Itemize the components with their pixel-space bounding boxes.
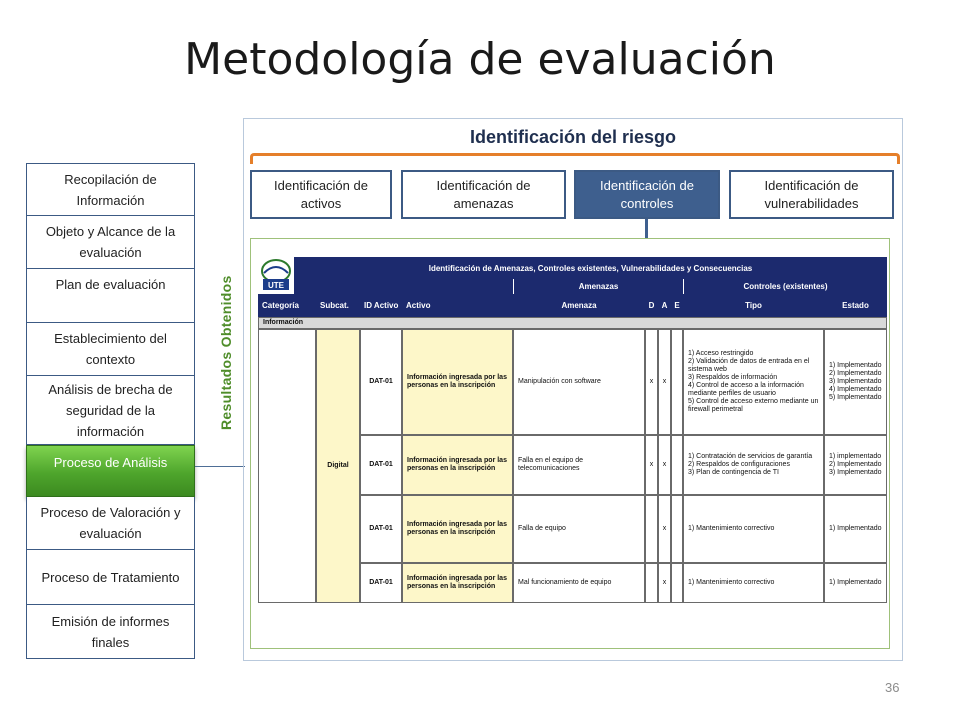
- row-amenaza: Falla de equipo: [513, 495, 645, 563]
- step-plan[interactable]: Plan de evaluación: [26, 269, 195, 323]
- row-e: [671, 563, 683, 603]
- row-estado: 1) Implementado: [824, 563, 887, 603]
- row-id: DAT-01: [360, 329, 402, 435]
- results-label: Resultados Obtenidos: [218, 275, 234, 430]
- step-proceso-analisis[interactable]: Proceso de Análisis: [26, 445, 195, 497]
- row-a: x: [658, 495, 671, 563]
- col-e: E: [671, 294, 683, 317]
- row-amenaza: Manipulación con software: [513, 329, 645, 435]
- row-tipo: 1) Acceso restringido 2) Validación de datos de entrada en el sistema web 3) Respaldos de información 4) Control de acceso a la información mediante perfiles de usuario 5) Control de acceso externo mediante un firewall perimetral: [683, 329, 824, 435]
- row-activo: Información ingresada por las personas en la inscripción: [402, 495, 513, 563]
- selection-line: [645, 219, 648, 239]
- results-table: [258, 257, 887, 603]
- row-estado: 1) Implementado: [824, 495, 887, 563]
- row-id: DAT-01: [360, 495, 402, 563]
- row-amenaza: Mal funcionamiento de equipo: [513, 563, 645, 603]
- row-activo: Información ingresada por las personas en la inscripción: [402, 329, 513, 435]
- col-estado: Estado: [824, 294, 887, 317]
- step-objeto-alcance[interactable]: Objeto y Alcance de la evaluación: [26, 216, 195, 269]
- box-amenazas[interactable]: Identificación de amenazas: [401, 170, 566, 219]
- row-e: [671, 435, 683, 495]
- col-a: A: [658, 294, 671, 317]
- step-analisis-brecha[interactable]: Análisis de brecha de seguridad de la información: [26, 376, 195, 445]
- col-subcat: Subcat.: [316, 294, 360, 317]
- row-tipo: 1) Mantenimiento correctivo: [683, 563, 824, 603]
- row-a: x: [658, 329, 671, 435]
- row-estado: 1) Implementado 2) Implementado 3) Implementado 4) Implementado 5) Implementado: [824, 329, 887, 435]
- panel-title: Identificación del riesgo: [469, 127, 677, 147]
- row-d: x: [645, 329, 658, 435]
- page-number: 36: [885, 680, 900, 695]
- col-amenaza: Amenaza: [513, 294, 645, 317]
- col-tipo: Tipo: [683, 294, 824, 317]
- row-d: [645, 563, 658, 603]
- step-valoracion[interactable]: Proceso de Valoración y evaluación: [26, 497, 195, 550]
- subcat-cell: Digital: [316, 329, 360, 603]
- row-a: x: [658, 435, 671, 495]
- row-tipo: 1) Contratación de servicios de garantía 2) Respaldos de configuraciones 3) Plan de contingencia de TI: [683, 435, 824, 495]
- col-id-activo: ID Activo: [360, 294, 402, 317]
- logo-text: UTE: [268, 281, 284, 290]
- table-title: Identificación de Amenazas, Controles existentes, Vulnerabilidades y Consecuencias: [294, 257, 887, 279]
- group-controles: Controles (existentes): [683, 279, 887, 294]
- row-id: DAT-01: [360, 435, 402, 495]
- step-informes[interactable]: Emisión de informes finales: [26, 605, 195, 659]
- header-blank: [294, 279, 513, 294]
- step-recopilacion[interactable]: Recopilación de Información: [26, 163, 195, 216]
- process-steps: [26, 163, 195, 659]
- box-controles[interactable]: Identificación de controles: [574, 170, 720, 219]
- col-categoria: Categoría: [258, 294, 316, 317]
- step-tratamiento[interactable]: Proceso de Tratamiento: [26, 550, 195, 605]
- connector-line: [195, 466, 245, 467]
- step-contexto[interactable]: Establecimiento del contexto: [26, 323, 195, 376]
- categoria-cell: [258, 329, 316, 603]
- row-activo: Información ingresada por las personas en la inscripción: [402, 435, 513, 495]
- row-d: x: [645, 435, 658, 495]
- row-amenaza: Falla en el equipo de telecomunicaciones: [513, 435, 645, 495]
- row-e: [671, 495, 683, 563]
- group-amenazas: Amenazas: [513, 279, 683, 294]
- row-tipo: 1) Mantenimiento correctivo: [683, 495, 824, 563]
- col-activo: Activo: [402, 294, 513, 317]
- section-row: Información: [258, 317, 887, 329]
- box-activos[interactable]: Identificación de activos: [250, 170, 392, 219]
- row-activo: Información ingresada por las personas en la inscripción: [402, 563, 513, 603]
- row-a: x: [658, 563, 671, 603]
- row-id: DAT-01: [360, 563, 402, 603]
- slide-title: Metodología de evaluación: [184, 34, 776, 85]
- box-vulnerabilidades[interactable]: Identificación de vulnerabilidades: [729, 170, 894, 219]
- row-d: [645, 495, 658, 563]
- col-d: D: [645, 294, 658, 317]
- row-e: [671, 329, 683, 435]
- row-estado: 1) implementado 2) Implementado 3) Implementado: [824, 435, 887, 495]
- ute-logo: [258, 257, 294, 295]
- bracket-decoration: [250, 153, 900, 164]
